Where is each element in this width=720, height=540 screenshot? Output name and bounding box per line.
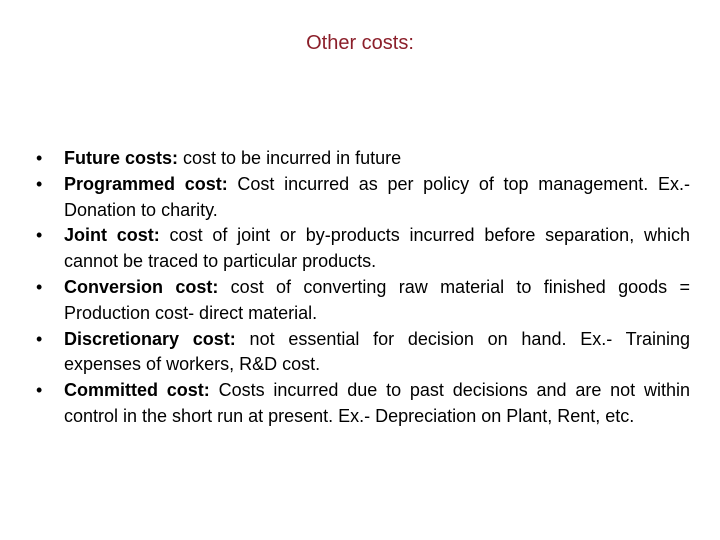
list-item [36,146,690,172]
list-item [36,275,690,327]
slide-title: Other costs: [306,32,414,54]
bullet-list [36,146,690,430]
bullet-icon: • [36,328,43,349]
bullet-icon: • [36,148,43,168]
term-description: cost to be incurred in future [178,148,402,168]
term-label: Joint cost: [64,225,160,246]
term-description: Cost incurred as per policy of top management. Ex.- Donation to charity. [64,173,690,220]
term-label: Future costs: [64,148,179,168]
list-item [36,327,690,379]
term-description: not essential for decision on hand. Ex.- Training expenses of workers, R&D cost. [64,328,690,375]
bullet-icon: • [36,173,43,194]
term-description: cost of joint or by-products incurred before separation, which cannot be traced to particular products. [64,225,690,272]
list-item [36,223,690,275]
term-description: Costs incurred due to past decisions and are not within control in the short run at present. Ex.- Depreciation on Plant, Rent, etc. [64,380,691,426]
term-label: Programmed cost: [64,173,228,194]
bullet-icon: • [36,225,43,246]
bullet-icon: • [36,276,43,297]
bullet-icon: • [36,380,43,401]
list-item [36,378,690,430]
term-label: Discretionary cost: [64,328,236,349]
term-label: Conversion cost: [64,276,219,297]
list-item [36,172,690,224]
term-label: Committed cost: [64,380,210,401]
term-description: cost of converting raw material to finished goods = Production cost- direct material. [64,276,690,323]
